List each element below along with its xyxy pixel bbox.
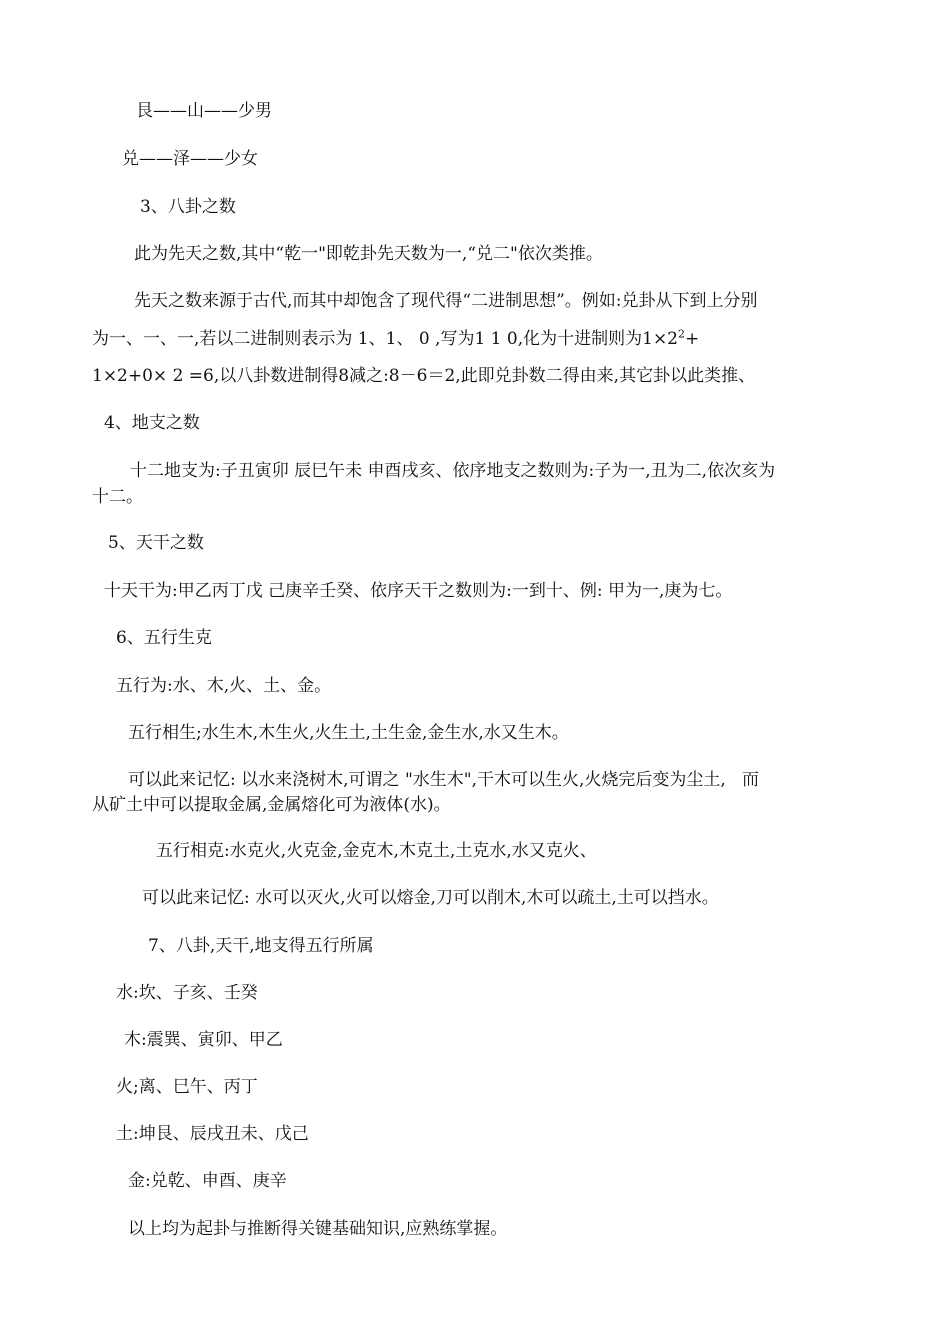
wuxing-paragraph: 五行为:水、木,火、土、金。 <box>116 676 332 696</box>
binary-text-b: + <box>685 329 700 349</box>
element-fire: 火;离、巳午、丙丁 <box>116 1077 258 1097</box>
xiantian-paragraph: 此为先天之数,其中“乾一"即乾卦先天数为一,“兑二"依次类推。 <box>134 244 603 264</box>
xiangsheng-paragraph: 五行相生;水生木,木生火,火生土,土生金,金生水,水又生木。 <box>128 723 569 743</box>
gen-line: 艮——山——少男 <box>136 101 272 121</box>
binary-text-a: 为一、一、一,若以二进制则表示为 1、1、 0 ,写为1 1 0,化为十进制则为1×2 <box>92 329 679 349</box>
dizhi-paragraph-line-1: 十二地支为:子丑寅卯 辰巳午未 申酉戌亥、依序地支之数则为:子为一,丑为二,依次亥为 <box>130 461 776 481</box>
memory-paragraph-1-line-2: 从矿土中可以提取金属,金属熔化可为液体(水)。 <box>92 795 451 815</box>
binary-exponent: 2 <box>678 327 686 341</box>
binary-paragraph-line-2 <box>92 326 699 352</box>
binary-paragraph-line-1: 先天之数来源于古代,而其中却饱含了现代得“二进制思想”。例如:兑卦从下到上分别 <box>134 291 758 311</box>
dui-line: 兑——泽——少女 <box>122 149 258 169</box>
memory-paragraph-1-line-1: 可以此来记忆: 以水来浇树木,可谓之 "水生木",干木可以生火,火烧完后变为尘土, 而 <box>128 770 759 790</box>
summary-paragraph: 以上均为起卦与推断得关键基础知识,应熟练掌握。 <box>128 1219 508 1239</box>
heading-bagua-number: 3、八卦之数 <box>140 197 236 217</box>
dizhi-paragraph-line-2: 十二。 <box>92 487 143 507</box>
element-metal: 金:兑乾、申酉、庚辛 <box>128 1171 287 1191</box>
element-wood: 木:震巽、寅卯、甲乙 <box>124 1030 283 1050</box>
xiangke-paragraph: 五行相克:水克火,火克金,金克木,木克土,土克水,水又克火、 <box>156 841 597 861</box>
element-water: 水:坎、子亥、壬癸 <box>116 983 258 1003</box>
element-earth: 土:坤艮、辰戌丑未、戊己 <box>116 1124 309 1144</box>
heading-tiangan-number: 5、天干之数 <box>108 533 204 553</box>
heading-wuxing-shengke: 6、五行生克 <box>116 628 212 648</box>
tiangan-paragraph: 十天干为:甲乙丙丁戊 己庚辛壬癸、依序天干之数则为:一到十、例: 甲为一,庚为七。 <box>104 581 733 601</box>
heading-dizhi-number: 4、地支之数 <box>104 413 200 433</box>
binary-paragraph-line-3: 1×2+0× 2 =6,以八卦数进制得8减之:8－6＝2,此即兑卦数二得由来,其它卦以此类推、 <box>92 366 756 386</box>
memory-paragraph-2: 可以此来记忆: 水可以灭火,火可以熔金,刀可以削木,木可以疏土,土可以挡水。 <box>142 888 719 908</box>
heading-wuxing-belonging: 7、八卦,天干,地支得五行所属 <box>148 936 374 956</box>
